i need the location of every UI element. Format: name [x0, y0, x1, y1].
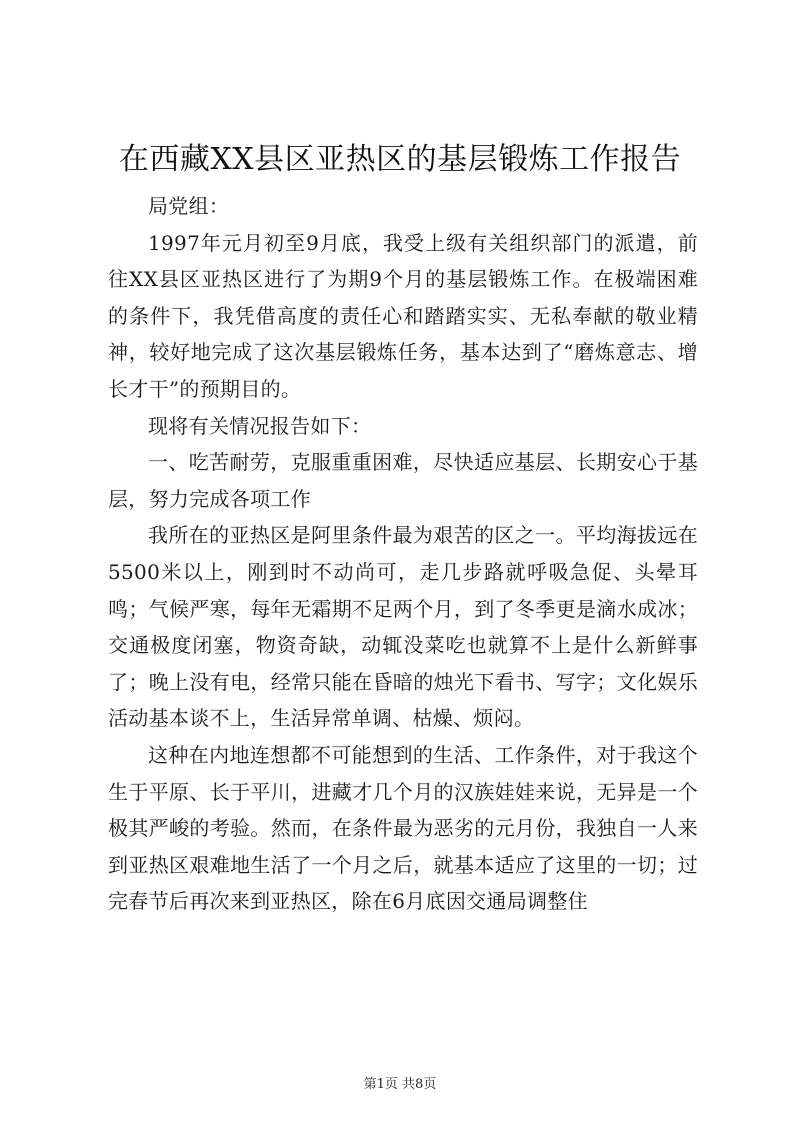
body-paragraph: 我所在的亚热区是阿里条件最为艰苦的区之一。平均海拔远在5500米以上，刚到时不动尚可，走几步路就呼吸急促、头晕耳鸣；气候严寒，每年无霜期不足两个月，到了冬季更是滴水成冰；交通极度闭塞，物资奇缺，动辄没菜吃也就算不上是什么新鲜事了；晚上没有电，经常只能在昏暗的烛光下看书、写字；文化娱乐活动基本谈不上，生活异常单调、枯燥、烦闷。 [108, 523, 698, 731]
page-number-footer: 第1页 共8页 [363, 1077, 437, 1092]
document-body [108, 188, 698, 920]
body-paragraph: 这种在内地连想都不可能想到的生活、工作条件，对于我这个生于平原、长于平川，进藏才几个月的汉族娃娃来说，无异是一个极其严峻的考验。然而，在条件最为恶劣的元月份，我独自一人来到亚热区艰难地生活了一个月之后，就基本适应了这里的一切；过完春节后再次来到亚热区，除在6月底因交通局调整住 [108, 742, 698, 914]
intro-paragraph: 1997年元月初至9月底，我受上级有关组织部门的派遣，前往XX县区亚热区进行了为期9个月的基层锻炼工作。在极端困难的条件下，我凭借高度的责任心和踏踏实实、无私奉献的敬业精神，较好地完成了这次基层锻炼任务，基本达到了“磨炼意志、增长才干”的预期目的。 [108, 230, 698, 401]
salutation: 局党组： [148, 194, 230, 218]
report-lead-in: 现将有关情况报告如下： [148, 413, 372, 438]
document-title: 在西藏XX县区亚热区的基层锻炼工作报告 [118, 142, 682, 177]
section-heading-1: 一、吃苦耐劳，克服重重困难，尽快适应基层、长期安心于基层，努力完成各项工作 [108, 450, 698, 511]
